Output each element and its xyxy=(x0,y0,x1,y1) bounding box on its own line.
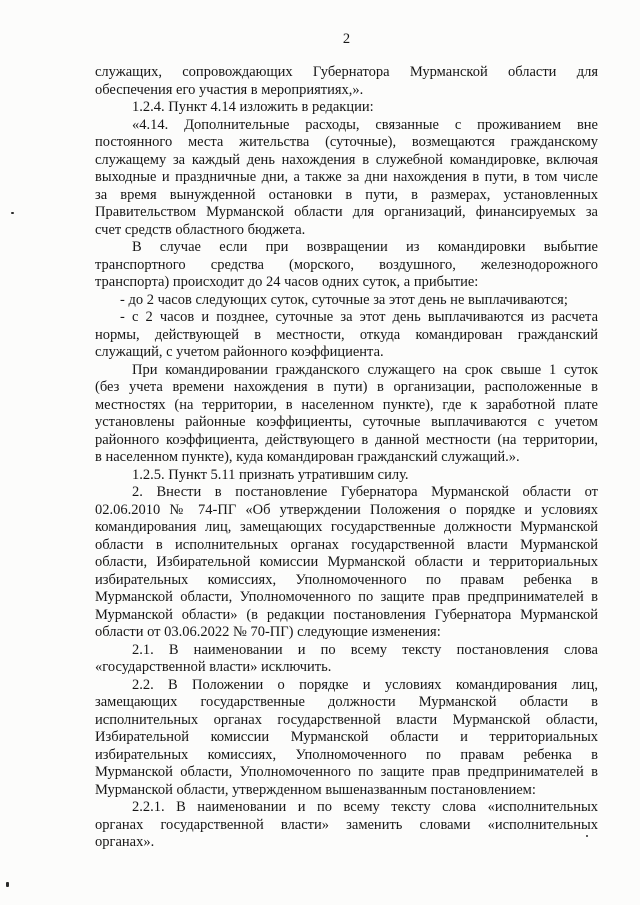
text-line: 02.06.2010 № 74-ПГ «Об утверждении Положения о порядке и условиях xyxy=(95,501,598,518)
text-line: 2.2. В Положении о порядке и условиях командирования лиц, xyxy=(132,676,598,693)
text-line: замещающих государственные должности Мурманской области в xyxy=(95,694,598,710)
page-number: 2 xyxy=(342,31,351,47)
scan-speck xyxy=(11,212,14,214)
text-line: в населенном пункте), куда командирован гражданский служащий.». xyxy=(95,449,520,465)
clause-2-1 xyxy=(95,642,598,677)
scan-speck xyxy=(6,882,9,887)
text-line: нормы, действующей в местности, откуда командирован гражданский xyxy=(95,326,598,343)
text-line: Избирательной комиссии Мурманской области и территориальных xyxy=(95,729,598,745)
clause-1-2-4 xyxy=(95,99,598,117)
text-line: местностях (на территории, в населенном пункте), где к заработной плате xyxy=(95,396,598,413)
text-line: Мурманской области, Уполномоченного по защите прав предпринимателей в xyxy=(95,764,598,780)
text-line: В случае если при возвращении из командировки выбытие xyxy=(132,239,598,255)
text-line: «4.14. Дополнительные расходы, связанные с проживанием вне xyxy=(132,116,598,133)
text-line: 2.2.1. В наименовании и по всему тексту слова «исполнительных xyxy=(132,799,598,815)
text-line: области от 03.06.2022 № 70-ПГ) следующие изменения: xyxy=(95,624,441,640)
text-line: области в исполнительных органах государственной власти Мурманской xyxy=(95,536,598,553)
text-line: При командировании гражданского служащего на срок свыше 1 суток xyxy=(132,361,598,378)
list-item-before-2am xyxy=(95,292,598,310)
clause-2-2-1 xyxy=(95,799,598,852)
paragraph-regional-coefficient xyxy=(95,362,598,467)
text-line: обеспечения его участия в мероприятиях,». xyxy=(95,81,364,98)
text-line: районного коэффициента, действующего в данной местности (на территории, xyxy=(95,431,598,448)
clause-4-14-text xyxy=(95,117,598,240)
text-line: - с 2 часов и позднее, суточные за этот день выплачиваются из расчета xyxy=(120,309,598,325)
text-line: органах государственной власти» заменить словами «исполнительных xyxy=(95,816,598,833)
text-line: Мурманской области, утвержденном вышеназванным постановлением: xyxy=(95,781,536,798)
text-line: органах». xyxy=(95,834,155,850)
text-line: 1.2.5. Пункт 5.11 признать утратившим силу. xyxy=(132,466,409,483)
clause-2-2 xyxy=(95,677,598,800)
text-line: 2. Внести в постановление Губернатора Мурманской области от xyxy=(132,484,598,500)
text-line: транспорта) происходит до 24 часов одних суток, а прибытие: xyxy=(95,274,479,290)
text-line: транспортного средства (морского, воздушного, железнодорожного xyxy=(95,256,598,273)
text-line: исполнительных органах государственной власти Мурманской области, xyxy=(95,711,598,728)
text-line: служащему за каждый день нахождения в служебной командировке, включая xyxy=(95,151,598,168)
text-line: избирательных комиссиях, Уполномоченного по правам ребенка в xyxy=(95,746,598,763)
clause-2 xyxy=(95,484,598,642)
paragraph-return-case xyxy=(95,239,598,292)
document-body xyxy=(95,64,598,852)
text-line: постоянного места жительства (суточные), возмещаются гражданскому xyxy=(95,134,598,150)
text-line: командирования лиц, замещающих государственные должности Мурманской xyxy=(95,519,598,535)
list-item-after-2am xyxy=(95,309,598,362)
text-line: Мурманской области, Уполномоченного по защите прав предпринимателей в xyxy=(95,589,598,605)
text-line: - до 2 часов следующих суток, суточные за этот день не выплачиваются; xyxy=(120,291,568,308)
text-line: служащий, с учетом районного коэффициента. xyxy=(95,344,384,360)
text-line: 2.1. В наименовании и по всему тексту постановления слова xyxy=(132,641,598,658)
text-line: избирательных комиссиях, Уполномоченного по правам ребенка в xyxy=(95,571,598,588)
text-line: установлены районные коэффициенты, суточные выплачиваются с учетом xyxy=(95,414,598,430)
text-line: выходные и праздничные дни, а также за дни нахождения в пути, в том числе xyxy=(95,169,598,185)
scan-speck xyxy=(586,835,588,837)
clause-1-2-5 xyxy=(95,467,598,485)
text-line: за время вынужденной остановки в пути, в размерах, установленных xyxy=(95,186,598,203)
text-line: служащих, сопровождающих Губернатора Мурманской области для xyxy=(95,64,598,80)
text-line: счет средств областного бюджета. xyxy=(95,221,306,238)
text-line: (без учета времени нахождения в пути) в организации, расположенные в xyxy=(95,379,598,395)
text-line: Мурманской области» (в редакции постановления Губернатора Мурманской xyxy=(95,606,598,623)
paragraph-continuation xyxy=(95,64,598,99)
text-line: 1.2.4. Пункт 4.14 изложить в редакции: xyxy=(132,99,374,115)
text-line: области, Избирательной комиссии Мурманской области и территориальных xyxy=(95,554,598,570)
text-line: «государственной власти» исключить. xyxy=(95,659,332,675)
text-line: Правительством Мурманской области для организаций, финансируемых за xyxy=(95,204,598,220)
